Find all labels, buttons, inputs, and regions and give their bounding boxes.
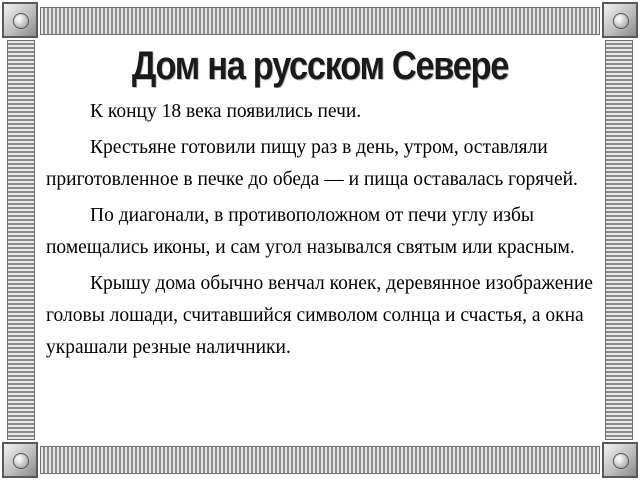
slide-body [46, 96, 598, 368]
frame-bottom-border [40, 446, 600, 474]
paragraph: По диагонали, в противоположном от печи углу избы помещались иконы, и сам угол назывался святым или красным. [46, 205, 575, 258]
corner-ornament-icon [2, 2, 38, 38]
paragraph: Крестьяне готовили пищу раз в день, утром, оставляли приготовленное в печке до обеда — и пища оставалась горячей. [46, 137, 578, 190]
paragraph: К концу 18 века появились печи. [90, 101, 362, 122]
frame-right-border [605, 40, 633, 440]
frame-left-border [7, 40, 35, 440]
corner-ornament-icon [602, 2, 638, 38]
frame-top-border [40, 7, 600, 35]
corner-ornament-icon [2, 442, 38, 478]
corner-ornament-icon [602, 442, 638, 478]
paragraph: Крышу дома обычно венчал конек, деревянное изображение головы лошади, считавшийся символом солнца и счастья, а окна украшали резные наличники. [46, 273, 593, 358]
slide-title: Дом на русском Севере [131, 44, 509, 88]
